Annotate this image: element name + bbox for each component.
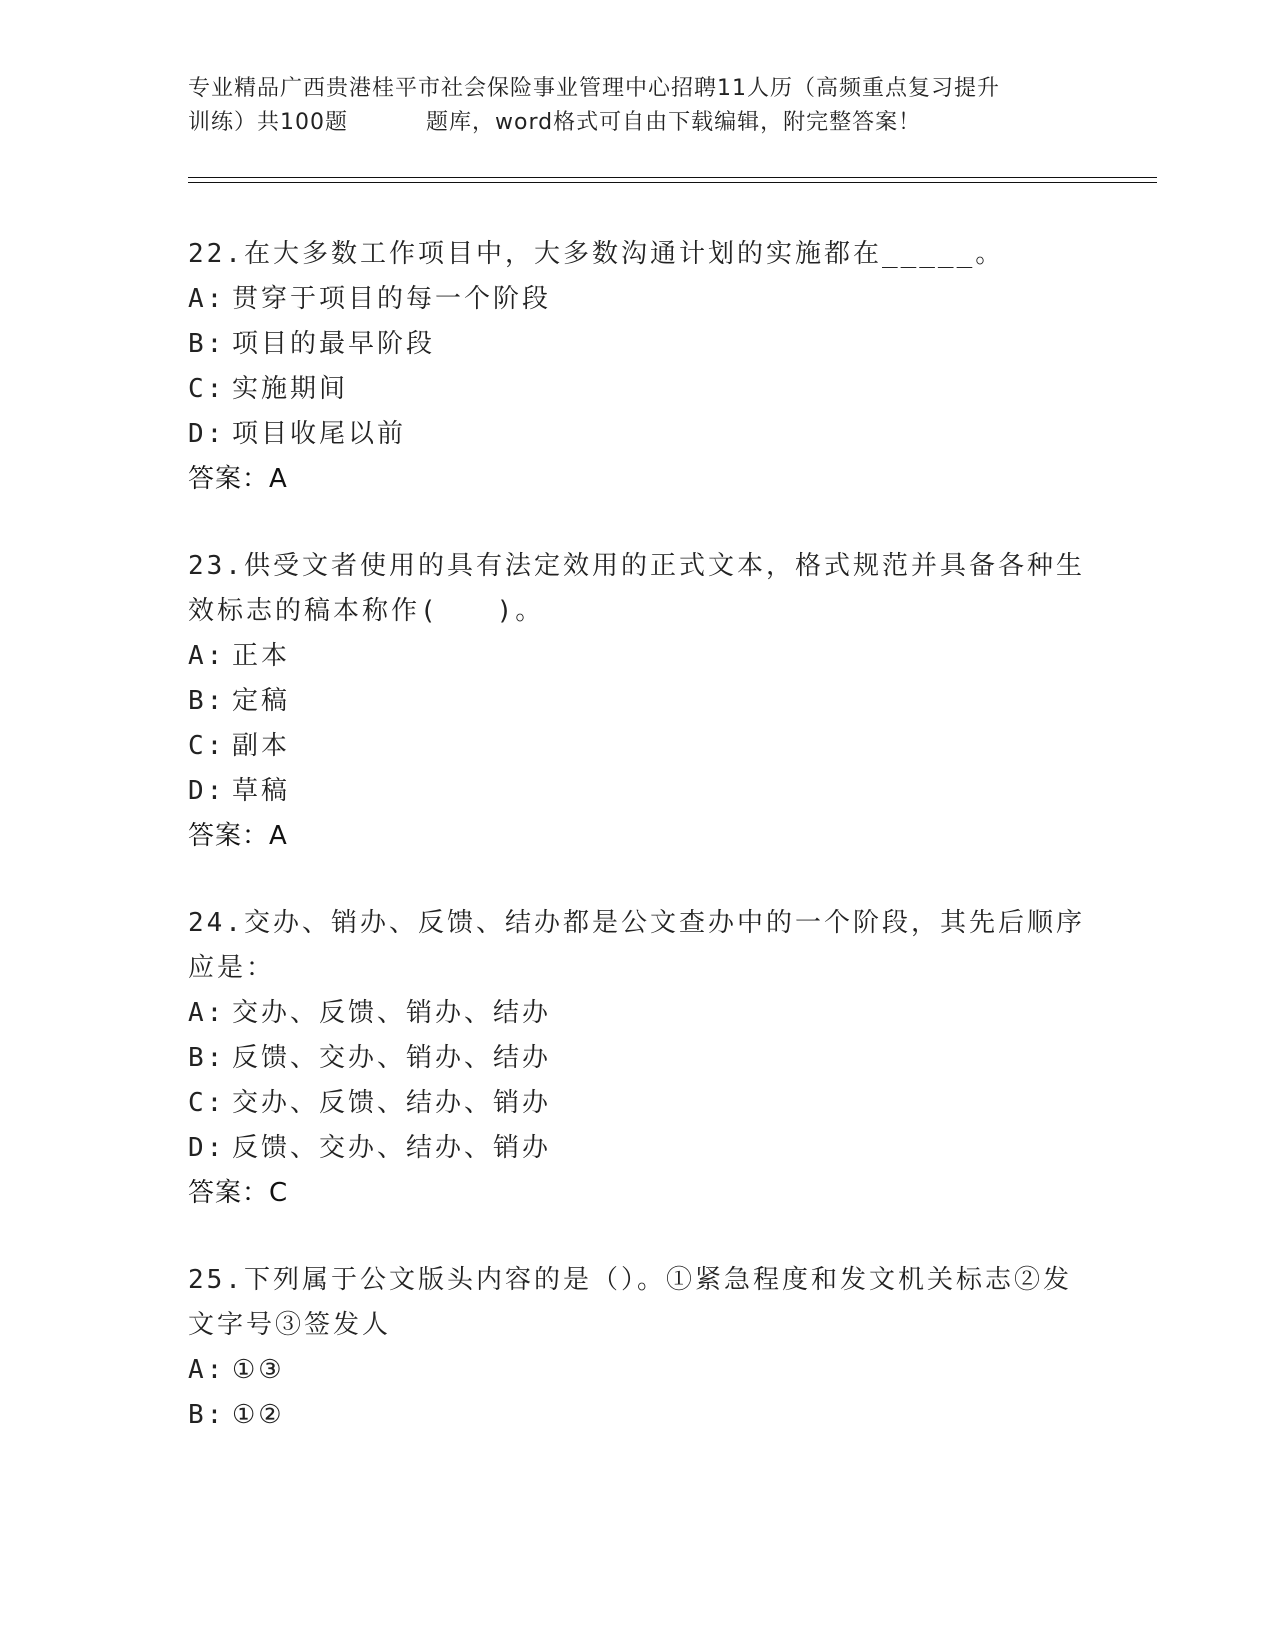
option-text: 实施期间 bbox=[232, 374, 349, 404]
question-stem-line: 应是： bbox=[188, 953, 276, 983]
option-label: D: bbox=[188, 419, 226, 449]
option-text: 草稿 bbox=[232, 776, 291, 806]
option-label: C: bbox=[188, 374, 226, 404]
answer-key: 答案：C bbox=[188, 1178, 289, 1208]
answer-option bbox=[188, 991, 1088, 1036]
option-label: A: bbox=[188, 284, 226, 314]
option-text: 贯穿于项目的每一个阶段 bbox=[232, 284, 552, 314]
question-block bbox=[188, 901, 1088, 1216]
option-text: 反馈、交办、销办、结办 bbox=[232, 1043, 552, 1073]
answer-option bbox=[188, 1081, 1088, 1126]
option-text: ①② bbox=[232, 1400, 285, 1430]
option-text: 项目收尾以前 bbox=[232, 419, 407, 449]
header-divider-bottom bbox=[188, 182, 1157, 183]
option-label: C: bbox=[188, 1088, 226, 1118]
answer-option bbox=[188, 277, 1088, 322]
answer-option bbox=[188, 412, 1088, 457]
answer-option bbox=[188, 769, 1088, 814]
answer-option bbox=[188, 679, 1088, 724]
option-label: B: bbox=[188, 1400, 226, 1430]
header-divider-top bbox=[188, 177, 1157, 178]
option-label: B: bbox=[188, 686, 226, 716]
option-label: A: bbox=[188, 1355, 226, 1385]
answer-option bbox=[188, 322, 1088, 367]
answer-key: 答案：A bbox=[188, 821, 288, 851]
option-text: 交办、反馈、结办、销办 bbox=[232, 1088, 552, 1118]
answer-option bbox=[188, 1393, 1088, 1438]
answer-key: 答案：A bbox=[188, 464, 288, 494]
header-line-2 bbox=[188, 106, 1088, 140]
option-label: A: bbox=[188, 641, 226, 671]
option-text: ①③ bbox=[232, 1355, 285, 1385]
question-list bbox=[188, 232, 1088, 1480]
question-block bbox=[188, 544, 1088, 859]
option-label: B: bbox=[188, 1043, 226, 1073]
option-text: 定稿 bbox=[232, 686, 291, 716]
answer-option bbox=[188, 1348, 1088, 1393]
header-line-1: 专业精品广西贵港桂平市社会保险事业管理中心招聘11人历（高频重点复习提升 bbox=[188, 76, 1000, 101]
question-stem-line: 24.交办、销办、反馈、结办都是公文查办中的一个阶段，其先后顺序 bbox=[188, 908, 1085, 938]
header-line-2-right: 题库，word格式可自由下载编辑，附完整答案！ bbox=[426, 110, 922, 135]
answer-option bbox=[188, 1036, 1088, 1081]
option-label: D: bbox=[188, 776, 226, 806]
question-stem-line: 25.下列属于公文版头内容的是（）。①紧急程度和发文机关标志②发 bbox=[188, 1265, 1072, 1295]
question-block bbox=[188, 1258, 1088, 1438]
question-stem-line: 文字号③签发人 bbox=[188, 1310, 392, 1340]
option-text: 交办、反馈、销办、结办 bbox=[232, 998, 552, 1028]
question-stem-line: 23.供受文者使用的具有法定效用的正式文本，格式规范并具备各种生 bbox=[188, 551, 1085, 581]
option-text: 副本 bbox=[232, 731, 291, 761]
header-line-2-left: 训练）共100题 bbox=[188, 110, 348, 135]
option-label: D: bbox=[188, 1133, 226, 1163]
option-label: B: bbox=[188, 329, 226, 359]
answer-option bbox=[188, 634, 1088, 679]
document-header bbox=[188, 72, 1088, 140]
question-stem-line: 效标志的稿本称作( )。 bbox=[188, 596, 545, 626]
option-text: 正本 bbox=[232, 641, 291, 671]
question-block bbox=[188, 232, 1088, 502]
answer-option bbox=[188, 367, 1088, 412]
answer-option bbox=[188, 1126, 1088, 1171]
question-stem-line: 22.在大多数工作项目中，大多数沟通计划的实施都在_____。 bbox=[188, 239, 1005, 269]
option-text: 项目的最早阶段 bbox=[232, 329, 436, 359]
option-label: C: bbox=[188, 731, 226, 761]
option-label: A: bbox=[188, 998, 226, 1028]
answer-option bbox=[188, 724, 1088, 769]
option-text: 反馈、交办、结办、销办 bbox=[232, 1133, 552, 1163]
